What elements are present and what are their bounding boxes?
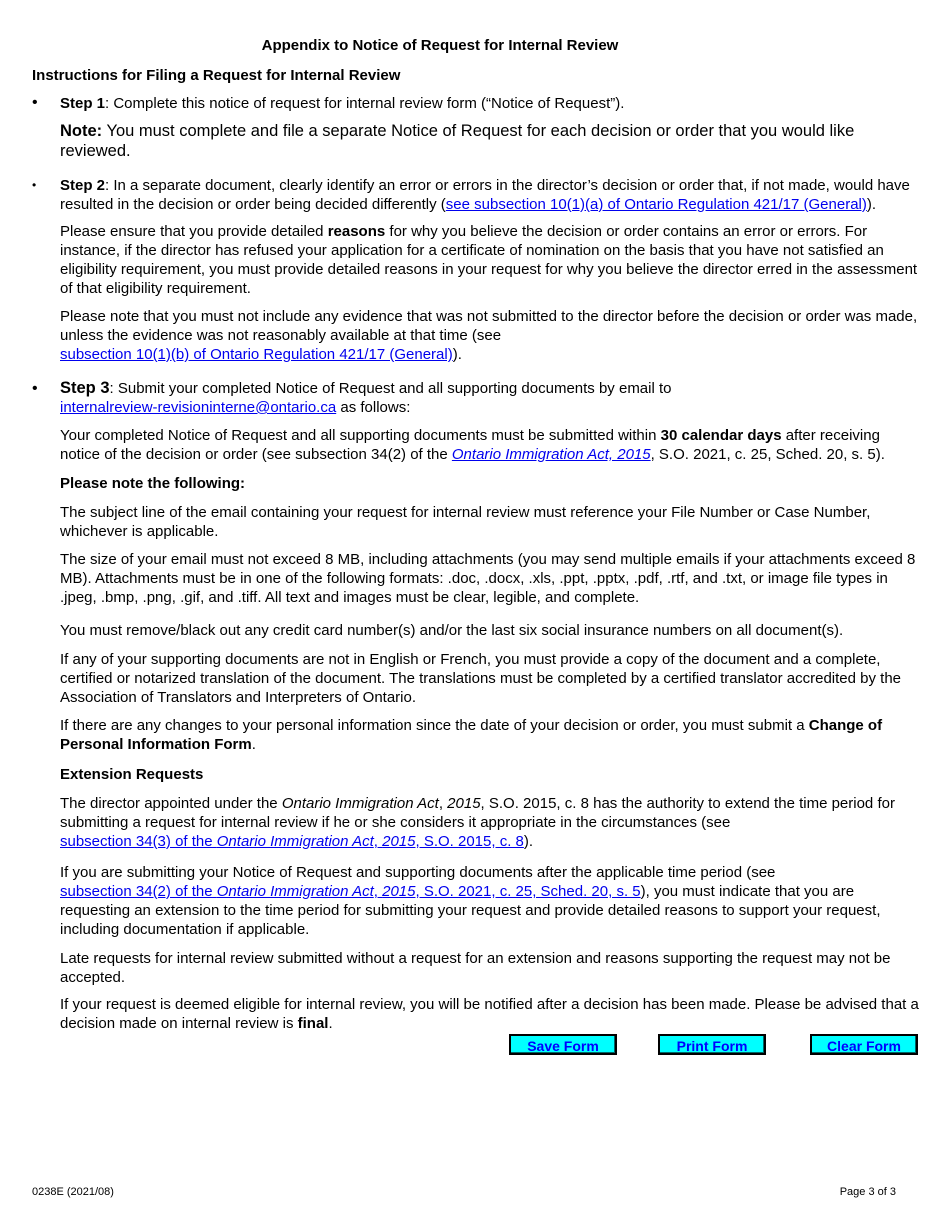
bullet-step-1: • bbox=[32, 94, 38, 111]
step-3-paragraph bbox=[60, 379, 920, 417]
link-34-2-year: 2015 bbox=[382, 883, 416, 900]
extension-p1-sep: , bbox=[438, 795, 448, 812]
step-3-text: : Submit your completed Notice of Request and all supporting documents by email to bbox=[109, 380, 672, 397]
step-1-note bbox=[60, 121, 920, 161]
extension-p1-text-a: The director appointed under the bbox=[60, 795, 282, 812]
translation-paragraph: If any of your supporting documents are not in English or French, you must provide a copy of the document and a complete, certified or notarized translation of the document. The translations must be completed by a certified translator accredited by the Association of Translators and Interpreters of Ontario. bbox=[60, 651, 902, 706]
extension-p1-year: 2015 bbox=[447, 795, 481, 812]
personal-info-paragraph bbox=[60, 716, 920, 754]
regulation-10-1-b-link[interactable]: subsection 10(1)(b) of Ontario Regulation 421/17 (General) bbox=[60, 346, 453, 363]
internal-review-email-link[interactable]: internalreview-revisioninterne@ontario.ca bbox=[60, 399, 337, 416]
step-3-label: Step 3 bbox=[60, 379, 110, 397]
personal-info-text: If there are any changes to your personal information since the date of your decision or order, you must submit a bbox=[60, 717, 809, 734]
step-1-text: : Complete this notice of request for internal review form (“Notice of Request”). bbox=[105, 95, 625, 112]
extension-p2-text-b: ), you must indicate that you are requesting an extension to the time period for submitting your request and provide detailed reasons to support your request, including documentation if applicable. bbox=[60, 883, 881, 938]
link-34-3-year: 2015 bbox=[382, 833, 416, 850]
immigration-act-link[interactable]: Ontario Immigration Act, 2015 bbox=[451, 446, 651, 463]
print-form-button[interactable]: Print Form bbox=[658, 1034, 766, 1055]
link-34-2-sep: , bbox=[373, 883, 383, 900]
evidence-paragraph bbox=[60, 307, 920, 364]
please-note-heading: Please note the following: bbox=[60, 475, 246, 492]
extension-p1-text-c: , S.O. 2015, c. 8 has the authority to extend the time period for submitting a request for internal review if he or she considers it appropriate in the circumstances (see bbox=[60, 795, 895, 831]
step-2-text-end: ). bbox=[866, 196, 877, 213]
step-3-text-end: as follows: bbox=[336, 399, 411, 416]
link-34-2-text-c: , S.O. 2021, c. 25, Sched. 20, s. 5 bbox=[415, 883, 641, 900]
evidence-text: Please note that you must not include any evidence that was not submitted to the director before the decision or order was made, unless the evidence was not reasonably available at that time (see bbox=[60, 308, 918, 344]
eligibility-text-end: . bbox=[328, 1015, 333, 1032]
eligibility-paragraph bbox=[60, 995, 920, 1033]
step-2-label: Step 2 bbox=[60, 177, 106, 194]
email-size-paragraph: The size of your email must not exceed 8 MB, including attachments (you may send multiple emails if your attachments exceed 8 MB). Attachments must be in one of the following formats: .doc, .docx, .xls, .ppt, .pptx, .pdf, .rtf, and .txt, or image file types in .jpeg, .bmp, .png, .gif, and .tiff. All text and images must be clear, legible, and complete. bbox=[60, 551, 916, 606]
document-title: Appendix to Notice of Request for Internal Review bbox=[261, 37, 619, 54]
reasons-bold: reasons bbox=[327, 223, 386, 240]
late-requests-paragraph: Late requests for internal review submitted without a request for an extension and reasons supporting the request may not be accepted. bbox=[60, 950, 891, 986]
evidence-text-end: ). bbox=[452, 346, 462, 363]
extension-p2-text-a: If you are submitting your Notice of Request and supporting documents after the applicable time period (see bbox=[60, 864, 776, 881]
deadline-paragraph bbox=[60, 426, 920, 464]
extension-authority-paragraph bbox=[60, 794, 920, 851]
deadline-bold: 30 calendar days bbox=[660, 427, 782, 444]
note-text: You must complete and file a separate Notice of Request for each decision or order that you would like reviewed. bbox=[60, 122, 855, 160]
bullet-step-2: • bbox=[32, 178, 37, 192]
deadline-text-b: after receiving notice of the decision or order (see subsection 34(2) of the bbox=[60, 427, 880, 463]
remove-numbers-paragraph: You must remove/black out any credit card number(s) and/or the last six social insurance numbers on all document(s). bbox=[60, 622, 844, 639]
subject-line-paragraph: The subject line of the email containing your request for internal review must reference your File Number or Case Number, whichever is applicable. bbox=[60, 504, 871, 540]
subsection-34-2-link[interactable] bbox=[60, 883, 641, 900]
extension-p1-act: Ontario Immigration Act bbox=[281, 795, 439, 812]
note-label: Note: bbox=[60, 122, 103, 140]
save-form-button[interactable]: Save Form bbox=[509, 1034, 617, 1055]
step-2-paragraph bbox=[60, 176, 920, 214]
personal-info-text-end: . bbox=[251, 736, 256, 753]
page-number: Page 3 of 3 bbox=[839, 1186, 896, 1198]
link-34-3-act: Ontario Immigration Act bbox=[216, 833, 374, 850]
regulation-10-1-a-link[interactable]: see subsection 10(1)(a) of Ontario Regulation 421/17 (General) bbox=[445, 196, 867, 213]
link-34-3-sep: , bbox=[373, 833, 383, 850]
step-2-text: : In a separate document, clearly identify an error or errors in the director’s decision or order that, if not made, would have resulted in the decision or order being decided differently ( bbox=[60, 177, 910, 213]
deadline-text-c: , S.O. 2021, c. 25, Sched. 20, s. 5). bbox=[650, 446, 885, 463]
instructions-heading: Instructions for Filing a Request for Internal Review bbox=[32, 67, 401, 84]
reasons-paragraph bbox=[60, 222, 920, 298]
extension-requests-heading: Extension Requests bbox=[60, 766, 204, 783]
late-submission-paragraph bbox=[60, 863, 920, 939]
deadline-text-a: Your completed Notice of Request and all supporting documents must be submitted within bbox=[60, 427, 661, 444]
link-34-3-text-c: , S.O. 2015, c. 8 bbox=[415, 833, 524, 850]
reasons-text-a: Please ensure that you provide detailed bbox=[60, 223, 328, 240]
final-bold: final bbox=[297, 1015, 329, 1032]
link-34-2-act: Ontario Immigration Act bbox=[216, 883, 374, 900]
reasons-text-b: for why you believe the decision or order contains an error or errors. For instance, if the director has refused your application for a certificate of nomination on the basis that you have not satisfied an eligibility requirement, you must provide detailed reasons in your request for why you believe the director erred in the assessment of that eligibility requirement. bbox=[60, 223, 918, 297]
eligibility-text: If your request is deemed eligible for internal review, you will be notified after a decision has been made. Please be advised that a decision made on internal review is bbox=[60, 996, 919, 1032]
link-34-2-text-a: subsection 34(2) of the bbox=[60, 883, 217, 900]
step-1-paragraph bbox=[60, 94, 920, 113]
extension-p1-end: ). bbox=[523, 833, 534, 850]
change-of-info-form-name: Change of Personal Information Form bbox=[60, 717, 883, 753]
bullet-step-3: • bbox=[32, 380, 38, 397]
clear-form-button[interactable]: Clear Form bbox=[810, 1034, 918, 1055]
form-code: 0238E (2021/08) bbox=[32, 1186, 114, 1198]
step-1-label: Step 1 bbox=[60, 95, 106, 112]
subsection-34-3-link[interactable] bbox=[60, 833, 524, 850]
link-34-3-text-a: subsection 34(3) of the bbox=[60, 833, 217, 850]
